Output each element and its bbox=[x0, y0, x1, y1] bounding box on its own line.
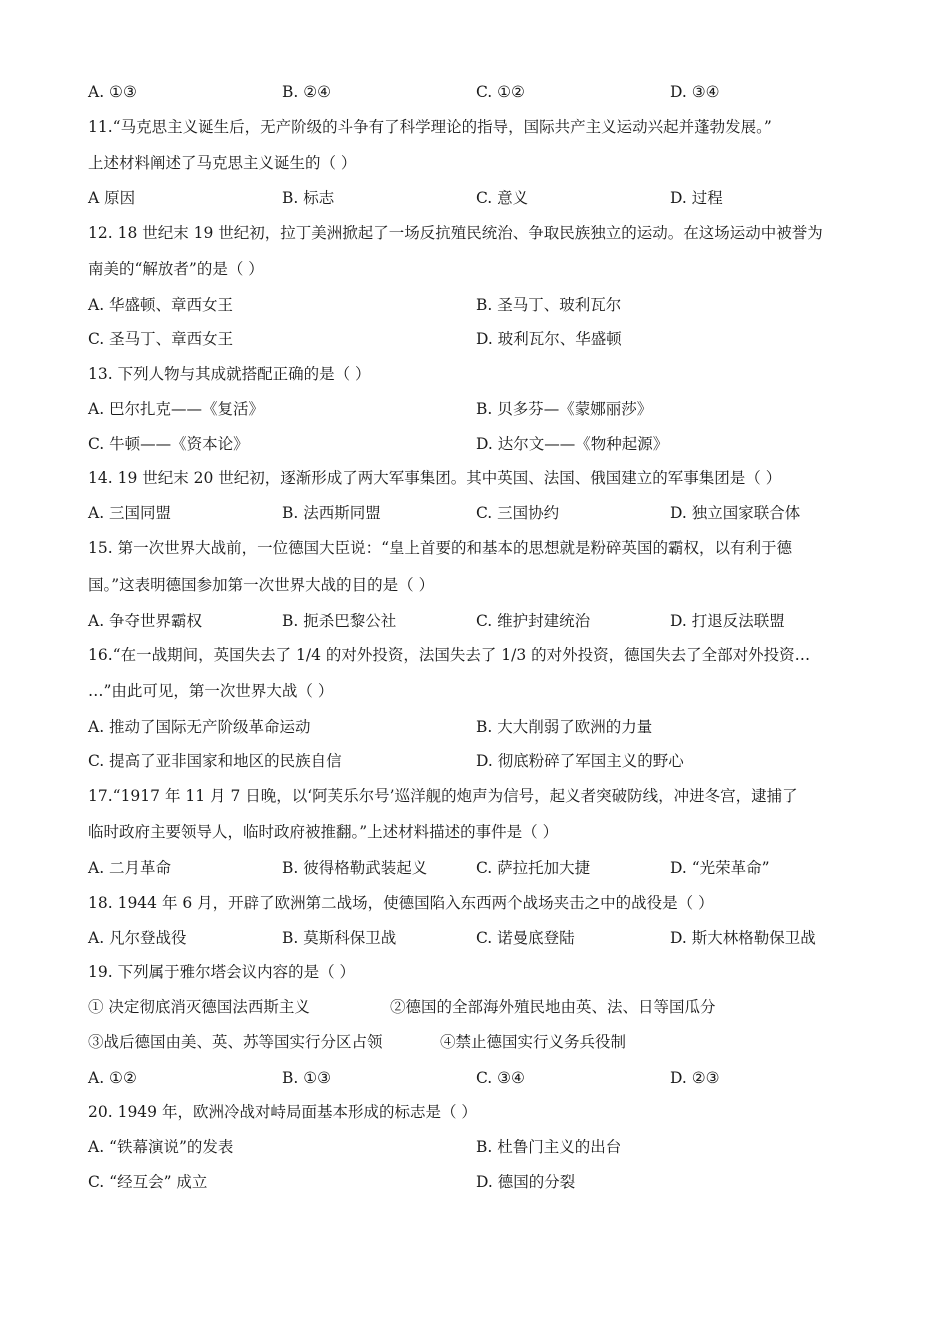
q17-option-d: D. “光荣革命” bbox=[670, 859, 770, 877]
q16-stem-line1: 16.“在一战期间，英国失去了 1/4 的对外投资，法国失去了 1/3 的对外投资，德国失去了全部对外投资… bbox=[88, 646, 811, 664]
q15-option-c: C. 维护封建统治 bbox=[476, 612, 591, 630]
q15-stem-line2: 国。”这表明德国参加第一次世界大战的目的是（ ） bbox=[88, 576, 435, 594]
q17-stem-line2: 临时政府主要领导人，临时政府被推翻。”上述材料描述的事件是（ ） bbox=[88, 823, 559, 841]
q19-option-d: D. ②③ bbox=[670, 1069, 720, 1087]
q18-option-a: A. 凡尔登战役 bbox=[88, 929, 187, 947]
q18-option-b: B. 莫斯科保卫战 bbox=[282, 929, 397, 947]
q19-option-c: C. ③④ bbox=[476, 1069, 525, 1087]
q19-stem-line1: 19. 下列属于雅尔塔会议内容的是（ ） bbox=[88, 963, 356, 981]
q13-stem-line1: 13. 下列人物与其成就搭配正确的是（ ） bbox=[88, 365, 371, 383]
q20-option-d: D. 德国的分裂 bbox=[476, 1173, 576, 1191]
q10-option-a: A. ①③ bbox=[88, 83, 137, 101]
q15-stem-line1: 15. 第一次世界大战前，一位德国大臣说：“皇上首要的和基本的思想就是粉碎英国的霸权，以有利于德 bbox=[88, 539, 793, 557]
q19-item-1: ① 决定彻底消灭德国法西斯主义 bbox=[88, 998, 310, 1016]
q20-stem-line1: 20. 1949 年，欧洲冷战对峙局面基本形成的标志是（ ） bbox=[88, 1103, 477, 1121]
q15-option-d: D. 打退反法联盟 bbox=[670, 612, 785, 630]
q19-item-4: ④禁止德国实行义务兵役制 bbox=[440, 1033, 627, 1051]
q14-stem-line1: 14. 19 世纪末 20 世纪初，逐渐形成了两大军事集团。其中英国、法国、俄国建立的军事集团是（ ） bbox=[88, 469, 782, 487]
q11-option-a: A 原因 bbox=[88, 189, 136, 207]
q10-option-c: C. ①② bbox=[476, 83, 525, 101]
q16-option-a: A. 推动了国际无产阶级革命运动 bbox=[88, 718, 311, 736]
q12-stem-line1: 12. 18 世纪末 19 世纪初，拉丁美洲掀起了一场反抗殖民统治、争取民族独立的运动。在这场运动中被誉为 bbox=[88, 224, 823, 242]
q15-option-a: A. 争夺世界霸权 bbox=[88, 612, 203, 630]
q10-option-b: B. ②④ bbox=[282, 83, 332, 101]
q12-option-c: C. 圣马丁、章西女王 bbox=[88, 330, 234, 348]
q10-option-d: D. ③④ bbox=[670, 83, 720, 101]
q19-item-2: ②德国的全部海外殖民地由英、法、日等国瓜分 bbox=[390, 998, 716, 1016]
q11-stem-line1: 11.“马克思主义诞生后，无产阶级的斗争有了科学理论的指导，国际共产主义运动兴起并蓬勃发展。” bbox=[88, 118, 772, 136]
q16-stem-line2: …”由此可见，第一次世界大战（ ） bbox=[88, 682, 334, 700]
q20-option-c: C. “经互会” 成立 bbox=[88, 1173, 208, 1191]
q19-option-b: B. ①③ bbox=[282, 1069, 332, 1087]
q12-stem-line2: 南美的“解放者”的是（ ） bbox=[88, 260, 264, 278]
q11-option-d: D. 过程 bbox=[670, 189, 723, 207]
q20-option-b: B. 杜鲁门主义的出台 bbox=[476, 1138, 622, 1156]
q13-option-b: B. 贝多芬—《蒙娜丽莎》 bbox=[476, 400, 653, 418]
q14-option-b: B. 法西斯同盟 bbox=[282, 504, 381, 522]
q14-option-d: D. 独立国家联合体 bbox=[670, 504, 801, 522]
q18-stem-line1: 18. 1944 年 6 月，开辟了欧洲第二战场，使德国陷入东西两个战场夹击之中的战役是（ ） bbox=[88, 894, 714, 912]
q13-option-a: A. 巴尔扎克——《复活》 bbox=[88, 400, 265, 418]
q13-option-d: D. 达尔文——《物种起源》 bbox=[476, 435, 669, 453]
q17-option-c: C. 萨拉托加大捷 bbox=[476, 859, 591, 877]
q16-option-d: D. 彻底粉碎了军国主义的野心 bbox=[476, 752, 684, 770]
q17-option-b: B. 彼得格勒武装起义 bbox=[282, 859, 428, 877]
q15-option-b: B. 扼杀巴黎公社 bbox=[282, 612, 397, 630]
q16-option-b: B. 大大削弱了欧洲的力量 bbox=[476, 718, 653, 736]
q12-option-a: A. 华盛顿、章西女王 bbox=[88, 296, 234, 314]
q13-option-c: C. 牛顿——《资本论》 bbox=[88, 435, 249, 453]
q12-option-b: B. 圣马丁、玻利瓦尔 bbox=[476, 296, 622, 314]
q17-stem-line1: 17.“1917 年 11 月 7 日晚，以‘阿芙乐尔号’巡洋舰的炮声为信号，起义者突破防线，冲进冬宫，逮捕了 bbox=[88, 787, 798, 805]
q11-stem-line2: 上述材料阐述了马克思主义诞生的（ ） bbox=[88, 154, 357, 172]
q11-option-b: B. 标志 bbox=[282, 189, 335, 207]
q14-option-c: C. 三国协约 bbox=[476, 504, 560, 522]
q19-item-3: ③战后德国由美、英、苏等国实行分区占领 bbox=[88, 1033, 383, 1051]
q16-option-c: C. 提高了亚非国家和地区的民族自信 bbox=[88, 752, 342, 770]
q18-option-c: C. 诺曼底登陆 bbox=[476, 929, 575, 947]
q12-option-d: D. 玻利瓦尔、华盛顿 bbox=[476, 330, 622, 348]
q14-option-a: A. 三国同盟 bbox=[88, 504, 172, 522]
q19-option-a: A. ①② bbox=[88, 1069, 137, 1087]
q18-option-d: D. 斯大林格勒保卫战 bbox=[670, 929, 816, 947]
q20-option-a: A. “铁幕演说”的发表 bbox=[88, 1138, 234, 1156]
q11-option-c: C. 意义 bbox=[476, 189, 529, 207]
q17-option-a: A. 二月革命 bbox=[88, 859, 172, 877]
